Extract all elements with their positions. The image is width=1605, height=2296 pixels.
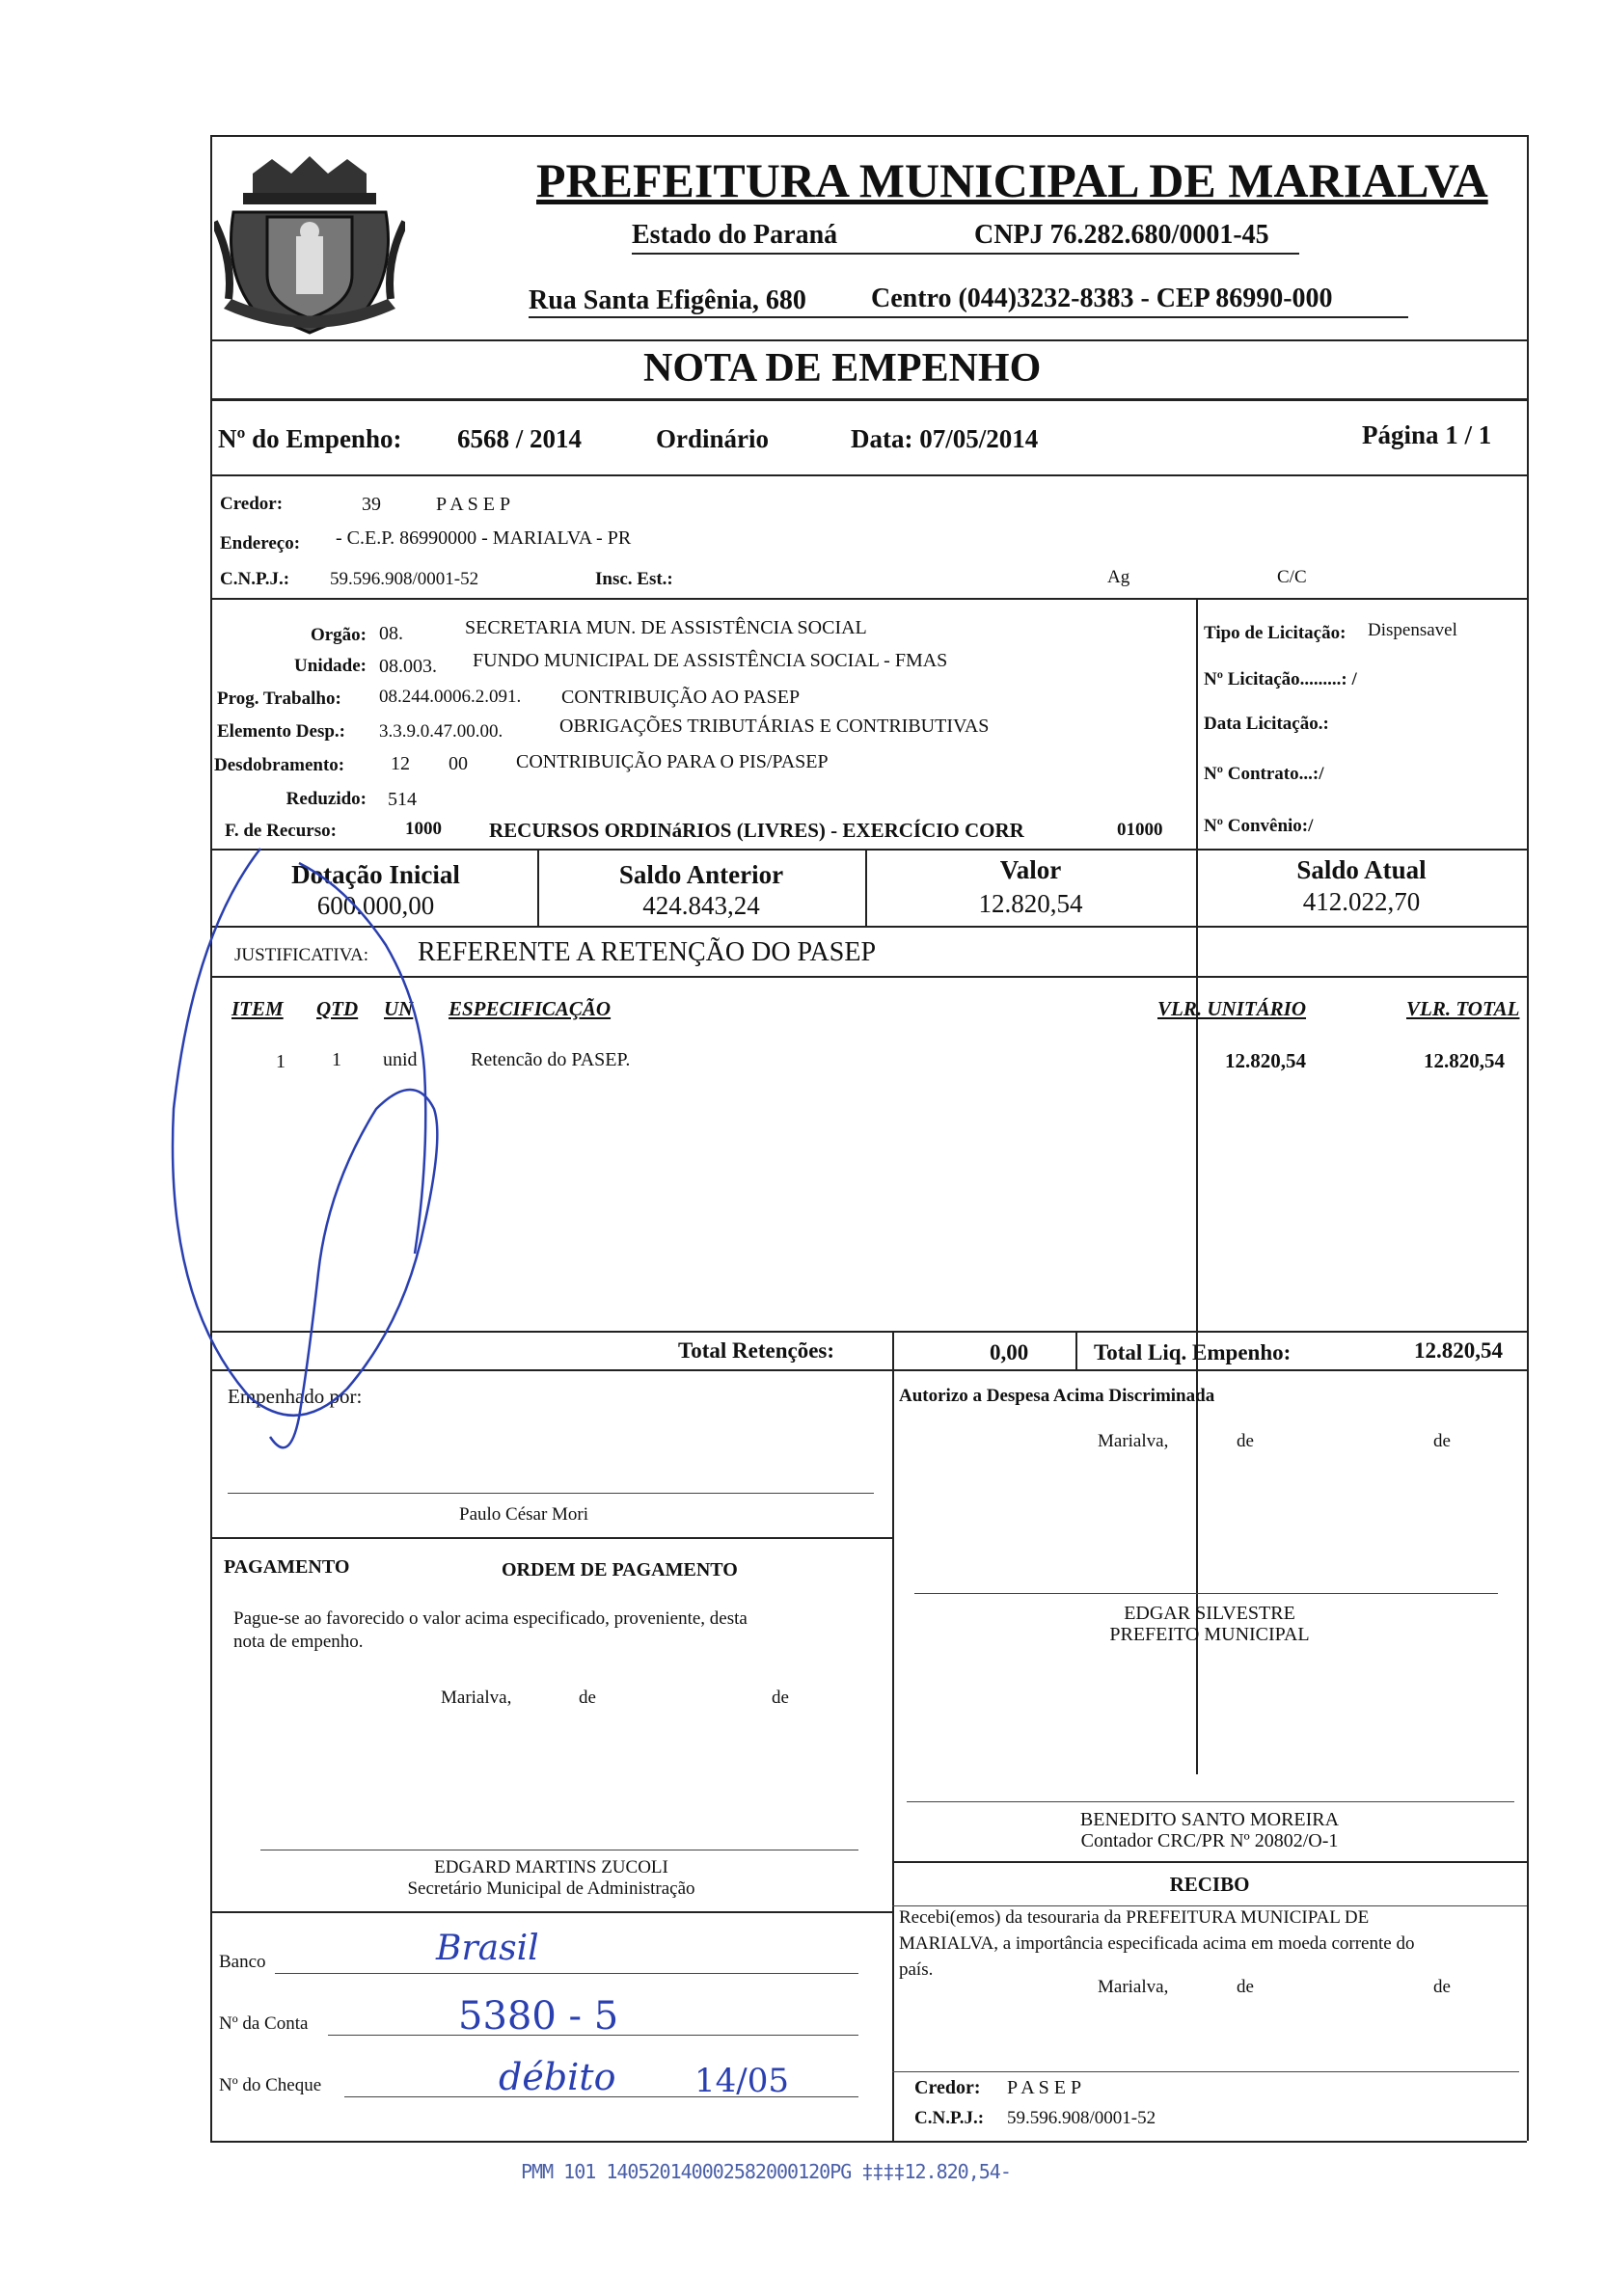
unidade-code: 08.003. bbox=[379, 656, 437, 677]
numero-licitacao: Nº Licitação.........: / bbox=[1204, 669, 1357, 689]
recibo-text-1: Recebi(emos) da tesouraria da PREFEITURA MUNICIPAL DE bbox=[899, 1907, 1370, 1928]
prefeito-name: EDGAR SILVESTRE bbox=[1124, 1603, 1295, 1624]
recibo-label: RECIBO bbox=[1169, 1873, 1250, 1896]
recurso-code: 1000 bbox=[405, 819, 442, 839]
agencia-label: Ag bbox=[1107, 567, 1130, 587]
desdobramento-b: 00 bbox=[449, 753, 468, 774]
endereco-label: Endereço: bbox=[220, 533, 301, 554]
saldo-atual-label: Saldo Atual bbox=[1296, 855, 1427, 884]
page-number: Página 1 / 1 bbox=[1362, 420, 1492, 449]
pagamento-de-2: de bbox=[772, 1688, 789, 1708]
col-header-vlr-unitario: VLR. UNITÁRIO bbox=[1157, 997, 1307, 1020]
item-unit-value: 12.820,54 bbox=[1225, 1049, 1306, 1072]
valor-value: 12.820,54 bbox=[978, 889, 1083, 918]
district-phone-cep: Centro (044)3232-8383 - CEP 86990-000 bbox=[871, 284, 1333, 313]
numero-contrato: Nº Contrato...:/ bbox=[1204, 764, 1324, 784]
recibo-de-1: de bbox=[1237, 1977, 1254, 1997]
item-un: unid bbox=[383, 1049, 418, 1070]
recibo-text-3: país. bbox=[899, 1959, 934, 1980]
municipality-cnpj: CNPJ 76.282.680/0001-45 bbox=[974, 220, 1269, 250]
dotacao-inicial-value: 600.000,00 bbox=[316, 891, 435, 920]
total-retencoes-value: 0,00 bbox=[990, 1340, 1029, 1364]
conta-label: Nº da Conta bbox=[219, 2013, 309, 2034]
col-header-qtd: QTD bbox=[316, 997, 359, 1020]
elemento-code: 3.3.9.0.47.00.00. bbox=[379, 721, 503, 742]
justificativa-label: JUSTIFICATIVA: bbox=[234, 945, 369, 965]
autorizo-de-2: de bbox=[1433, 1431, 1451, 1451]
municipality-title: PREFEITURA MUNICIPAL DE MARIALVA bbox=[536, 153, 1488, 207]
ordem-pagamento-label: ORDEM DE PAGAMENTO bbox=[502, 1559, 738, 1580]
empenho-date: Data: 07/05/2014 bbox=[851, 424, 1039, 453]
orgao-code: 08. bbox=[379, 623, 403, 644]
col-header-un: UN bbox=[384, 997, 414, 1020]
prog-trabalho-code: 08.244.0006.2.091. bbox=[379, 687, 522, 707]
desdobramento-desc: CONTRIBUIÇÃO PARA O PIS/PASEP bbox=[516, 751, 829, 772]
tipo-licitacao-label: Tipo de Licitação: bbox=[1204, 623, 1347, 643]
pagamento-place: Marialva, bbox=[441, 1688, 512, 1708]
pagamento-label: PAGAMENTO bbox=[224, 1556, 350, 1578]
insc-est-label: Insc. Est.: bbox=[595, 569, 673, 589]
cheque-handwritten: débito bbox=[499, 2056, 616, 2098]
col-header-vlr-total: VLR. TOTAL bbox=[1406, 997, 1520, 1020]
conta-handwritten: 5380 - 5 bbox=[458, 1994, 619, 2039]
saldo-anterior-value: 424.843,24 bbox=[642, 891, 760, 920]
tipo-licitacao-value: Dispensavel bbox=[1368, 620, 1457, 640]
orgao-label: Orgão: bbox=[310, 625, 367, 645]
endereco-value: - C.E.P. 86990000 - MARIALVA - PR bbox=[336, 527, 632, 549]
recurso-desc: RECURSOS ORDINáRIOS (LIVRES) - EXERCÍCIO CORR bbox=[489, 819, 1024, 842]
recurso-label: F. de Recurso: bbox=[225, 821, 337, 841]
cheque-label: Nº do Cheque bbox=[219, 2075, 322, 2095]
total-retencoes-label: Total Retenções: bbox=[678, 1338, 835, 1363]
recibo-place: Marialva, bbox=[1098, 1977, 1169, 1997]
credor-name: P A S E P bbox=[436, 494, 511, 515]
justificativa-text: REFERENTE A RETENÇÃO DO PASEP bbox=[418, 937, 877, 967]
data-licitacao: Data Licitação.: bbox=[1204, 714, 1329, 734]
reduzido-label: Reduzido: bbox=[286, 789, 367, 809]
autorizo-de-1: de bbox=[1237, 1431, 1254, 1451]
secretario-name: EDGARD MARTINS ZUCOLI bbox=[434, 1857, 668, 1877]
recibo-credor-label: Credor: bbox=[914, 2077, 981, 2098]
valor-label: Valor bbox=[999, 855, 1062, 884]
contador-name: BENEDITO SANTO MOREIRA bbox=[1079, 1809, 1340, 1830]
desdobramento-a: 12 bbox=[391, 753, 410, 774]
coat-of-arms-logo bbox=[214, 154, 405, 338]
item-qtd: 1 bbox=[332, 1049, 341, 1070]
prog-trabalho-desc: CONTRIBUIÇÃO AO PASEP bbox=[561, 687, 801, 708]
pagamento-text-2: nota de empenho. bbox=[233, 1632, 364, 1652]
saldo-atual-value: 412.022,70 bbox=[1302, 887, 1421, 916]
col-header-especificacao: ESPECIFICAÇÃO bbox=[449, 997, 612, 1020]
cheque-date-handwritten: 14/05 bbox=[694, 2062, 789, 2100]
orgao-desc: SECRETARIA MUN. DE ASSISTÊNCIA SOCIAL bbox=[465, 617, 867, 638]
pagamento-text-1: Pague-se ao favorecido o valor acima especificado, proveniente, desta bbox=[233, 1608, 748, 1629]
pagamento-de-1: de bbox=[579, 1688, 596, 1708]
secretario-role: Secretário Municipal de Administração bbox=[407, 1878, 695, 1899]
item-total-value: 12.820,54 bbox=[1424, 1049, 1505, 1072]
total-liquido-label: Total Liq. Empenho: bbox=[1094, 1340, 1292, 1364]
item-spec: Retencão do PASEP. bbox=[471, 1049, 631, 1070]
signature-handwritten bbox=[154, 820, 598, 1475]
dotacao-inicial-label: Dotação Inicial bbox=[291, 860, 460, 889]
credor-code: 39 bbox=[362, 494, 381, 515]
saldo-anterior-label: Saldo Anterior bbox=[618, 860, 784, 889]
reduzido-value: 514 bbox=[388, 789, 417, 810]
recibo-credor-name: P A S E P bbox=[1007, 2077, 1082, 2098]
item-number: 1 bbox=[276, 1051, 286, 1072]
document-title: NOTA DE EMPENHO bbox=[643, 346, 1042, 391]
empenho-number-label: Nº do Empenho: bbox=[218, 424, 402, 453]
elemento-desc: OBRIGAÇÕES TRIBUTÁRIAS E CONTRIBUTIVAS bbox=[559, 716, 990, 737]
recibo-cnpj: 59.596.908/0001-52 bbox=[1007, 2108, 1156, 2128]
col-header-item: ITEM bbox=[231, 997, 284, 1020]
desdobramento-label: Desdobramento: bbox=[214, 755, 345, 775]
street-address: Rua Santa Efigênia, 680 bbox=[529, 285, 806, 315]
empenhado-por-label: Empenhado por: bbox=[228, 1385, 363, 1408]
recurso-number: 01000 bbox=[1117, 820, 1163, 840]
numero-convenio: Nº Convênio:/ bbox=[1204, 816, 1314, 836]
prefeito-role: PREFEITO MUNICIPAL bbox=[1109, 1624, 1310, 1645]
empenho-type: Ordinário bbox=[656, 424, 770, 453]
credor-cnpj: 59.596.908/0001-52 bbox=[330, 569, 479, 589]
prog-trabalho-label: Prog. Trabalho: bbox=[217, 689, 341, 709]
empenhado-por-name: Paulo César Mori bbox=[459, 1504, 589, 1525]
cnpj-label: C.N.P.J.: bbox=[220, 569, 290, 589]
unidade-desc: FUNDO MUNICIPAL DE ASSISTÊNCIA SOCIAL - FMAS bbox=[473, 650, 948, 671]
autorizo-label: Autorizo a Despesa Acima Discriminada bbox=[899, 1386, 1215, 1406]
elemento-label: Elemento Desp.: bbox=[217, 721, 345, 742]
unidade-label: Unidade: bbox=[294, 656, 367, 676]
total-liquido-value: 12.820,54 bbox=[1414, 1338, 1503, 1363]
autorizo-place: Marialva, bbox=[1098, 1431, 1169, 1451]
contador-role: Contador CRC/PR Nº 20802/O-1 bbox=[1080, 1830, 1339, 1851]
credor-label: Credor: bbox=[220, 494, 284, 514]
banco-handwritten: Brasil bbox=[436, 1929, 539, 1968]
footer-barcode-text: PMM 101 140520140002582000120PG ‡‡‡‡12.820,54- bbox=[521, 2160, 1011, 2183]
state-name: Estado do Paraná bbox=[632, 220, 838, 250]
empenho-number: 6568 / 2014 bbox=[457, 424, 583, 453]
recibo-text-2: MARIALVA, a importância especificada acima em moeda corrente do bbox=[899, 1933, 1415, 1954]
recibo-de-2: de bbox=[1433, 1977, 1451, 1997]
conta-corrente-label: C/C bbox=[1277, 567, 1307, 587]
banco-label: Banco bbox=[219, 1952, 266, 1972]
recibo-cnpj-label: C.N.P.J.: bbox=[914, 2108, 985, 2128]
